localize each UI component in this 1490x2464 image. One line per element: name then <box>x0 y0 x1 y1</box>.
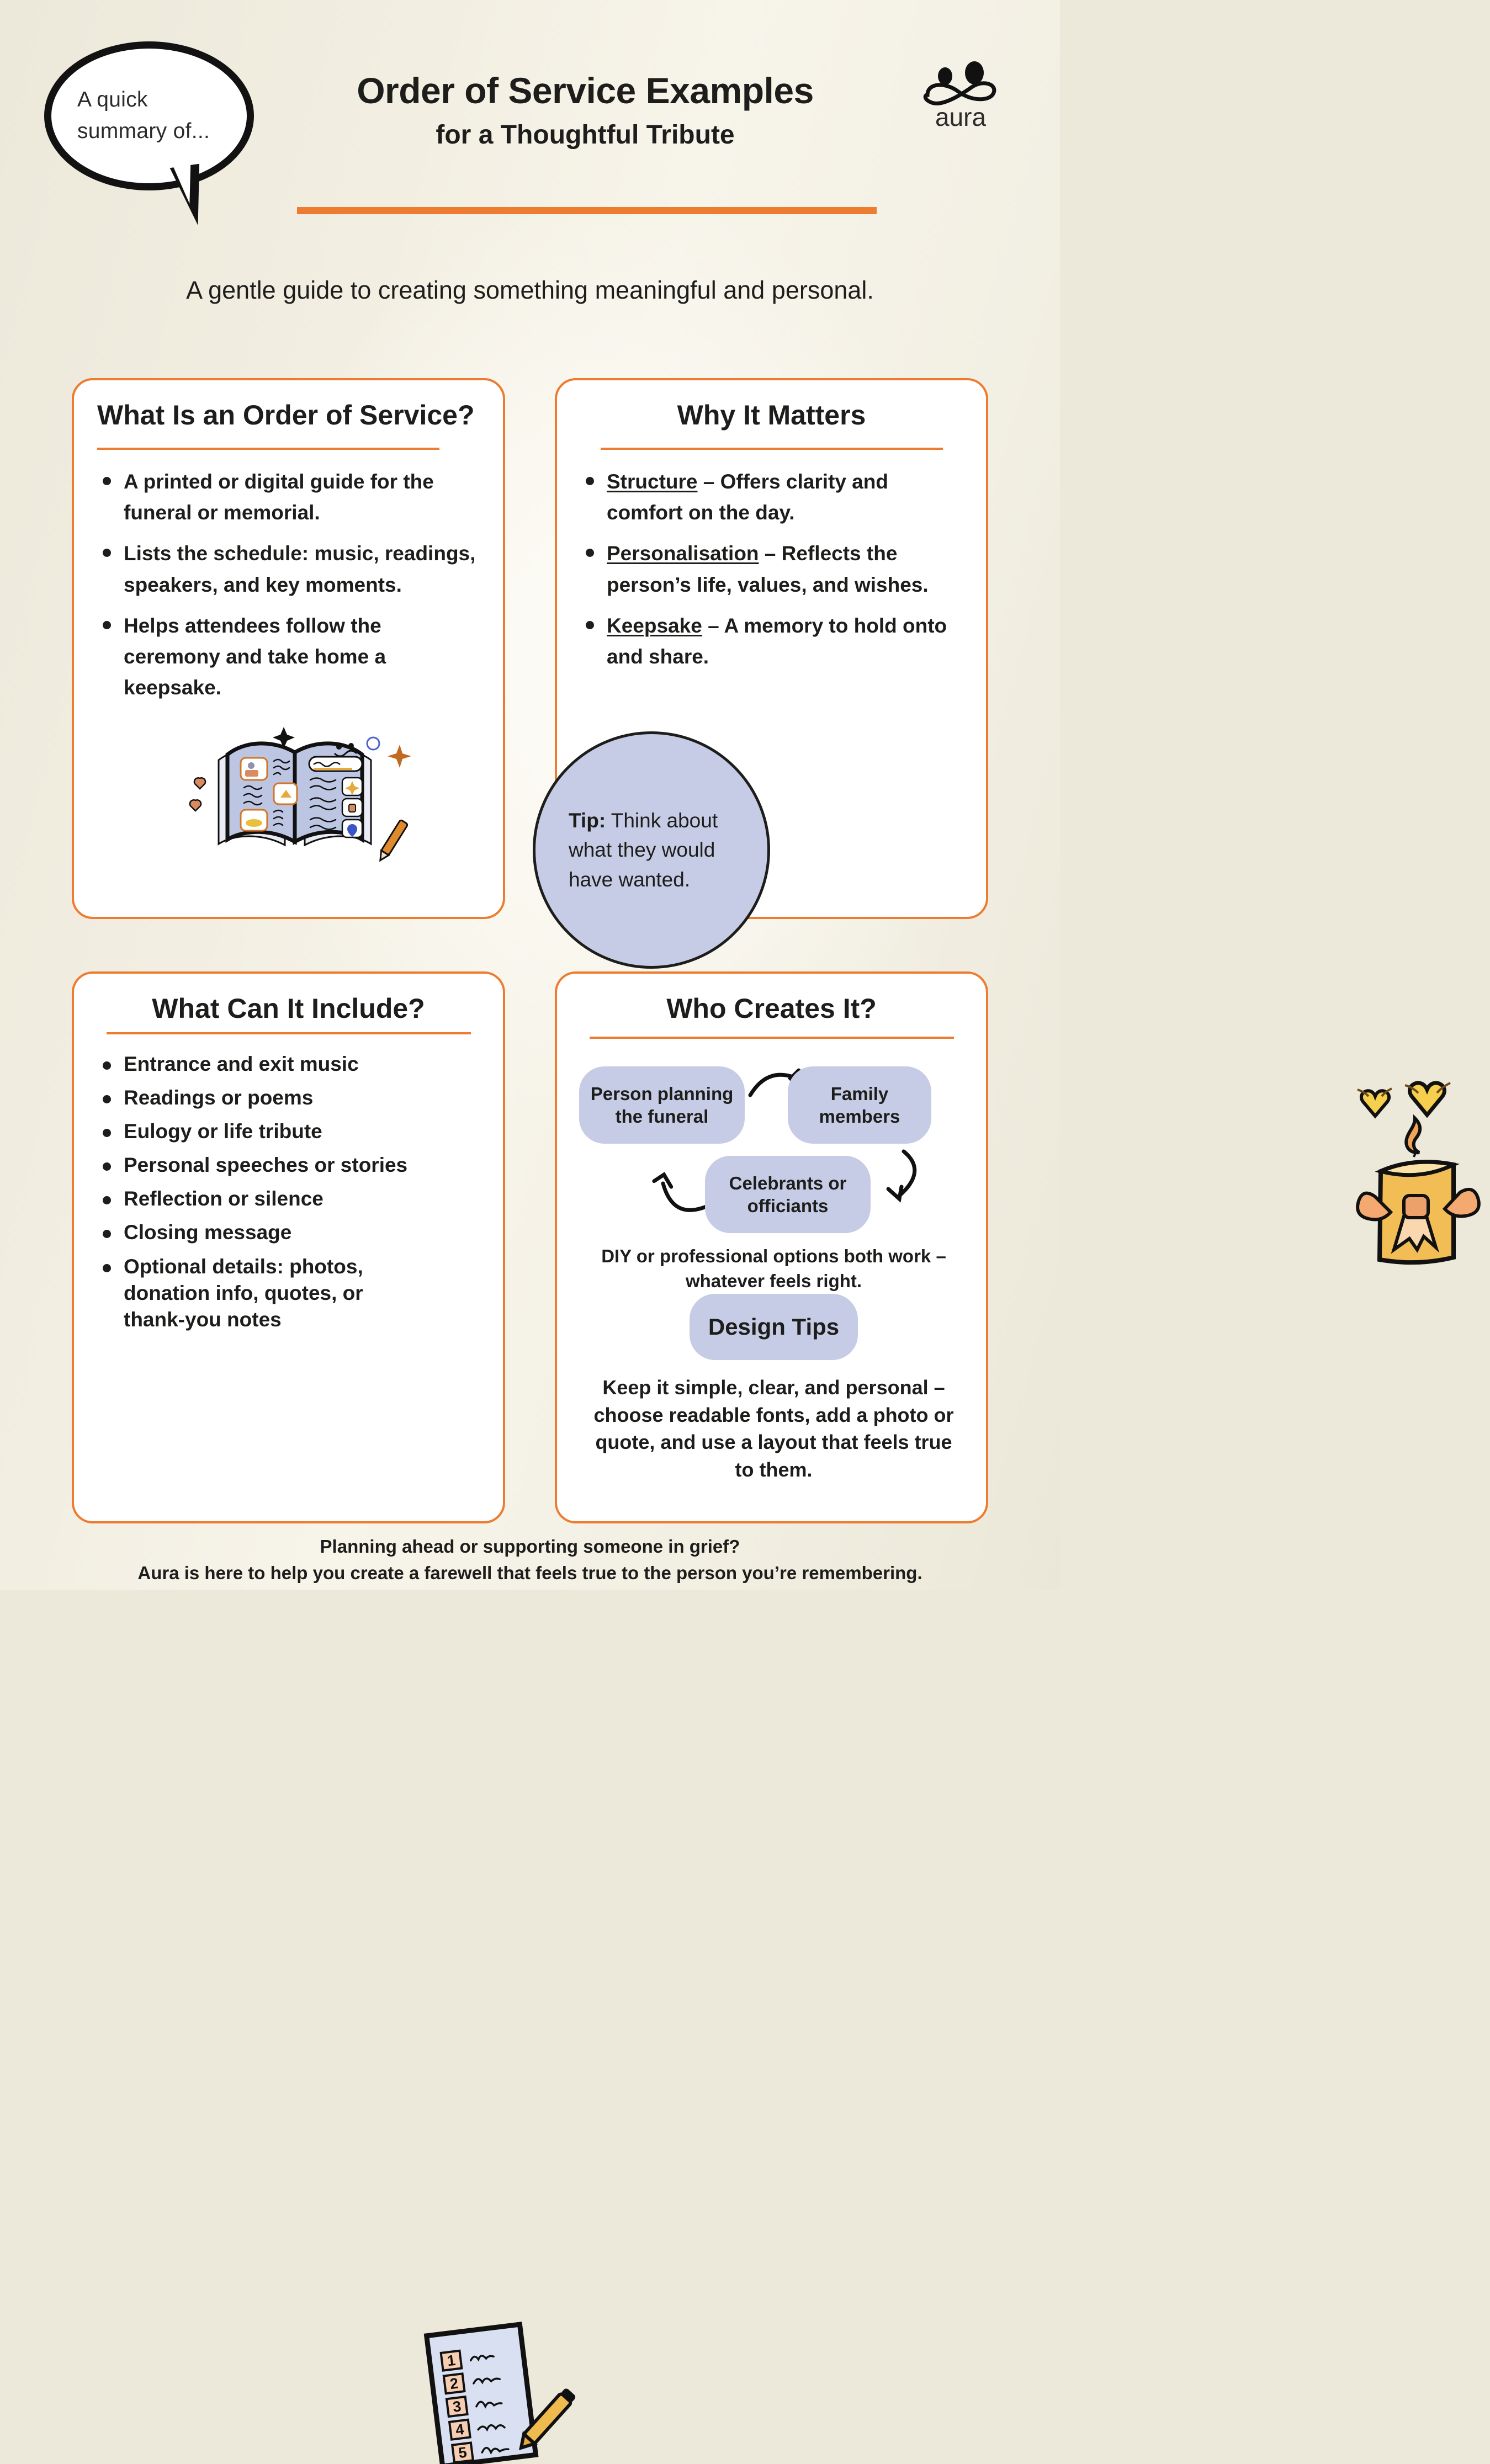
bullet-text: – Reflects the person’s life, values, and wishes. <box>607 542 929 596</box>
design-tips-badge: Design Tips <box>690 1294 858 1360</box>
speech-bubble-text: A quick summary of... <box>77 88 210 143</box>
notepad-illustration <box>422 2323 571 2461</box>
svg-text:2: 2 <box>449 2375 459 2393</box>
flow-node-family-members: Family members <box>788 1066 931 1144</box>
tip-label: Tip: <box>569 809 606 832</box>
list-item <box>581 610 964 672</box>
bullet-keyword: Keepsake <box>607 614 702 637</box>
page-title: Order of Service Examples <box>357 70 814 111</box>
what-is-bullet-list <box>74 450 503 704</box>
svg-text:1: 1 <box>446 2351 457 2370</box>
design-tips-body: Keep it simple, clear, and personal – choose readable fonts, add a photo or quote, and use a layout that feels true to them. <box>593 1376 954 1481</box>
svg-text:3: 3 <box>452 2398 463 2415</box>
footer <box>0 1533 1060 1586</box>
list-item: Optional details: photos, donation info, quotes, or thank-you notes <box>98 1254 389 1333</box>
what-include-bullet-list <box>74 1034 503 1333</box>
heart-icon <box>1358 1088 1392 1116</box>
heart-icon <box>1405 1083 1450 1115</box>
infinity-icon <box>925 61 994 103</box>
why-matters-bullet-list <box>557 450 986 672</box>
flow-node-celebrants-officiants: Celebrants or officiants <box>705 1156 871 1233</box>
list-item: Helps attendees follow the ceremony and take home a keepsake. <box>98 610 481 704</box>
page-subtitle: for a Thoughtful Tribute <box>436 120 735 150</box>
list-item: Lists the schedule: music, readings, speakers, and key moments. <box>98 538 481 600</box>
list-item: Entrance and exit music <box>98 1051 481 1077</box>
candle-illustration <box>1346 1073 1490 1288</box>
flow-arrow <box>888 1151 915 1199</box>
list-item: Eulogy or life tribute <box>98 1118 481 1145</box>
tip-bubble <box>533 731 770 969</box>
bullet-text: – A memory to hold onto and share. <box>607 614 947 668</box>
list-item <box>581 538 964 600</box>
who-creates-flow-diagram <box>557 1056 990 1239</box>
flow-node-person-planning: Person planning the funeral <box>579 1066 745 1144</box>
list-item: A printed or digital guide for the funeral or memorial. <box>98 466 481 528</box>
open-book-illustration <box>179 711 411 877</box>
header <box>0 0 1060 304</box>
bullet-keyword: Personalisation <box>607 542 759 565</box>
title-block <box>293 72 878 150</box>
speech-bubble <box>44 41 254 190</box>
card-title-why-it-matters: Why It Matters <box>677 400 866 431</box>
list-item: Reflection or silence <box>98 1186 481 1212</box>
card-what-can-it-include <box>72 971 505 2462</box>
list-item <box>581 466 964 528</box>
card-divider <box>590 1037 954 1039</box>
card-title-what-can-it-include: What Can It Include? <box>152 993 425 1024</box>
flame-icon <box>1406 1118 1420 1153</box>
lede-text: A gentle guide to creating something meaningful and personal. <box>186 276 874 304</box>
aura-logo <box>916 55 1005 132</box>
card-title-what-is: What Is an Order of Service? <box>97 400 475 431</box>
logo-wordmark: aura <box>935 103 987 131</box>
svg-text:5: 5 <box>457 2444 468 2462</box>
card-title-who-creates-it: Who Creates It? <box>666 993 877 1024</box>
flow-arrow <box>654 1173 706 1210</box>
footer-line-1: Planning ahead or supporting someone in grief? <box>320 1536 740 1557</box>
bullet-text: – Offers clarity and comfort on the day. <box>607 470 888 524</box>
header-accent-rule <box>297 207 877 214</box>
list-item: Closing message <box>98 1219 481 1246</box>
card-who-creates-it <box>555 971 988 1523</box>
bullet-keyword: Structure <box>607 470 698 493</box>
tip-body: Think about what they would have wanted. <box>569 809 718 891</box>
footer-line-2: Aura is here to help you create a farewell that feels true to the person you’re remembering. <box>137 1562 922 1583</box>
list-item: Personal speeches or stories <box>98 1152 481 1178</box>
svg-text:4: 4 <box>454 2420 465 2439</box>
list-item: Readings or poems <box>98 1085 481 1111</box>
card-what-is-an-order-of-service <box>72 378 505 919</box>
who-creates-note: DIY or professional options both work – whatever feels right. <box>601 1246 946 1291</box>
tip-bubble-text <box>569 806 734 895</box>
